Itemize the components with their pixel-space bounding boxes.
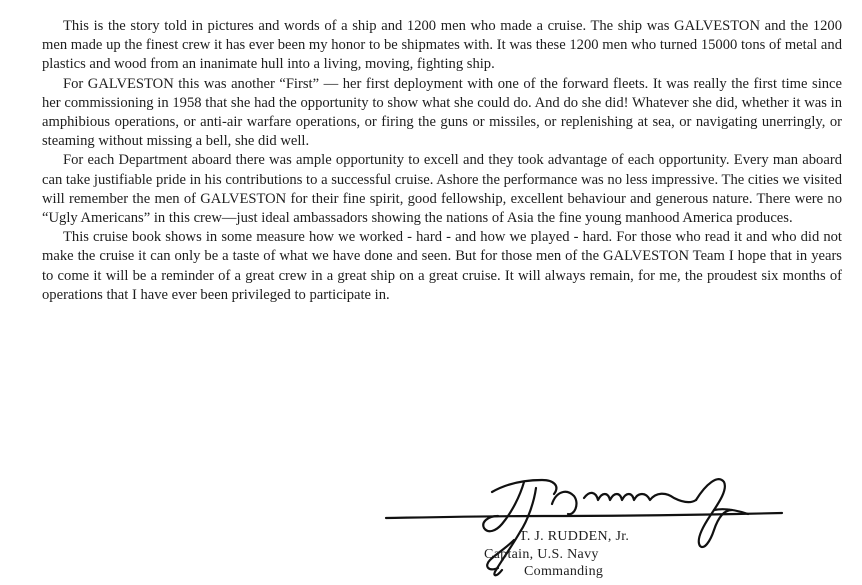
letter-paragraph-1: This is the story told in pictures and words of a ship and 1200 men who made a cruise. The ship was GALVESTON and the 1200 men made up the finest crew it has ever been my honor to be shipmates with. It was these 1200 men who turned 15000 tons of metal and plastics and wood from an inanimate hull into a living, moving, fighting ship.: [42, 18, 842, 73]
letter-body: [42, 17, 842, 305]
signer-name: T. J. RUDDEN, Jr.: [519, 529, 630, 544]
letter-paragraph-3: For each Department aboard there was ample opportunity to excell and they took advantage of each opportunity. Every man aboard can take justifiable pride in his contributions to a successful cruise. Ashore the performance was no less impressive. The cities we visited will remember the men of GALVESTON for their fine spirit, good fellowship, excellent behaviour and generous nature. There were no “Ugly Americans” in this crew—just ideal ambassadors showing the nations of Asia the fine young manhood America produces.: [42, 152, 842, 227]
letter-paragraph-4: This cruise book shows in some measure how we worked - hard - and how we played - hard. For those who read it and who did not make the cruise it can only be a taste of what we have done and seen. But for those men of the GALVESTON Team I hope that in years to come it will be a reminder of a great crew in a great ship on a great cruise. It will always remain, for me, the proudest six months of operations that I have ever been privileged to participate in.: [42, 229, 842, 303]
signer-role: Commanding: [524, 564, 604, 579]
letter-paragraph-2: For GALVESTON this was another “First” — her first deployment with one of the forward fleets. It was really the first time since her commissioning in 1958 that she had the opportunity to show what she could do. And do she did! Whatever she did, whether it was in amphibious operations, or anti-air warfare operations, or firing the guns or missiles, or replenishing at sea, or navigating unerringly, or steaming without missing a bell, she did well.: [42, 75, 842, 150]
signature-block: [384, 470, 784, 580]
signer-title: Captain, U.S. Navy: [484, 547, 599, 562]
